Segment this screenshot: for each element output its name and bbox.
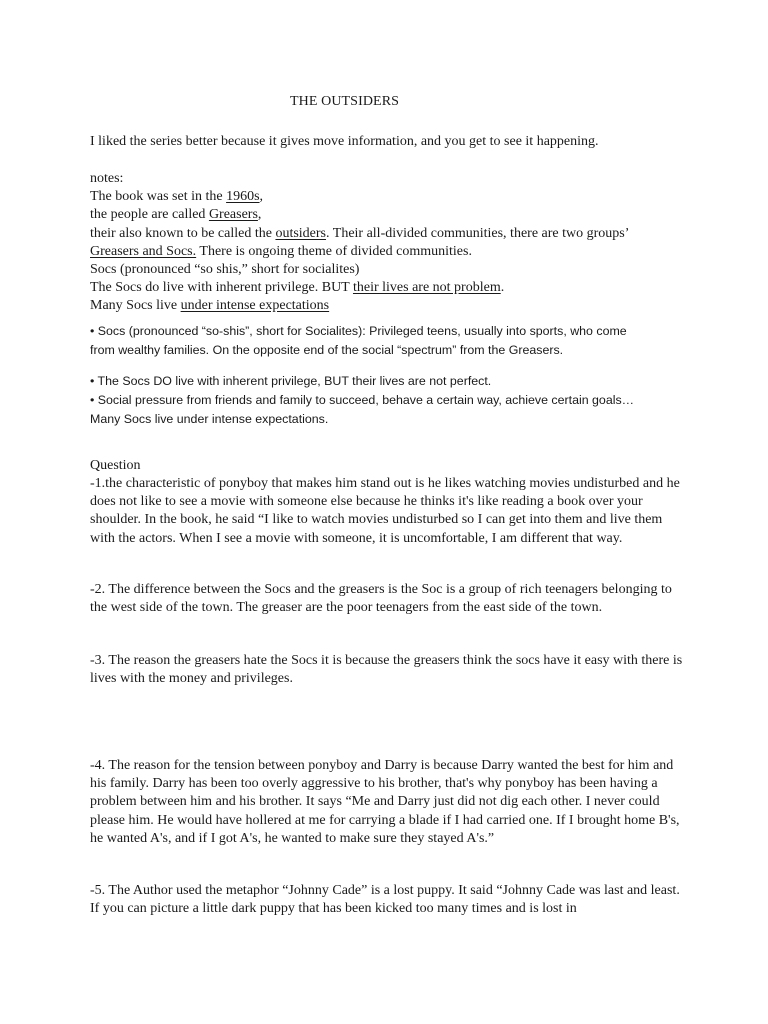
bullet-privilege: • The Socs DO live with inherent privilege, BUT their lives are not perfect. [90, 374, 492, 388]
notes-text: The book was set in the [90, 189, 227, 205]
notes-line-3 [90, 225, 700, 243]
answer-text: -3. The reason the greasers hate the Socs it is because the greasers think the socs have it easy with there is lives with the money and privileges. [90, 653, 683, 687]
answer-text: -1.the characteristic of ponyboy that makes him stand out is he likes watching movies undisturbed and he does not like to see a movie with someone else because he thinks it's like reading a book over your shoulder. In the book, he said “I like to watch movies undisturbed so I can get into them and live them with the actors. When I see a movie with someone, it is uncomfortable, I am different that way. [90, 476, 680, 546]
bullet-block-1 [90, 322, 690, 360]
notes-line-1 [90, 188, 700, 206]
link-greasers[interactable]: Greasers [208, 207, 258, 223]
answer-1 [90, 475, 685, 548]
link-1960s[interactable]: 1960s [226, 189, 260, 205]
notes-section [90, 170, 700, 316]
notes-line-6 [90, 279, 700, 297]
notes-text: Many Socs live [90, 298, 181, 314]
bullet-social-pressure: • Social pressure from friends and family to succeed, behave a certain way, achieve certain goals… [90, 393, 635, 407]
answer-2 [90, 581, 685, 617]
link-outsiders[interactable]: outsiders [275, 225, 327, 241]
notes-text: , [257, 207, 262, 223]
notes-text: . [500, 280, 505, 296]
notes-text: the people are called [90, 207, 209, 223]
notes-text: . Their all-divided communities, there are two groups’ [326, 225, 630, 241]
notes-text: their also known to be called the [90, 225, 276, 241]
bullet-socs-definition-cont: from wealthy families. On the opposite end of the social “spectrum” from the Greasers. [90, 343, 564, 357]
bullet-socs-definition: • Socs (pronounced “so-shis”, short for Socialites): Privileged teens, usually into sports, who come [90, 324, 627, 338]
bullet-block-2 [90, 372, 690, 429]
answer-4 [90, 757, 685, 848]
notes-line-5: Socs (pronounced “so shis,” short for socialites) [90, 262, 360, 278]
notes-text: , [259, 189, 264, 205]
notes-line-4 [90, 243, 700, 261]
link-intense-expectations[interactable]: under intense expectations [180, 298, 330, 314]
question-heading: Question [90, 458, 141, 473]
bullet-expectations: Many Socs live under intense expectations. [90, 412, 329, 426]
link-greasers-and-socs[interactable]: Greasers and Socs. [90, 243, 197, 259]
notes-text: There is ongoing theme of divided communities. [196, 243, 472, 259]
notes-line-2 [90, 206, 700, 224]
intro-paragraph: I liked the series better because it gives move information, and you get to see it happening. [90, 134, 599, 149]
notes-text: The Socs do live with inherent privilege. BUT [90, 280, 353, 296]
notes-line-7 [90, 297, 700, 315]
document-title: THE OUTSIDERS [290, 94, 400, 109]
answer-text: -5. The Author used the metaphor “Johnny Cade” is a lost puppy. It said “Johnny Cade was last and least. If you can picture a little dark puppy that has been kicked too many times and is lost in [90, 883, 680, 917]
answer-text: -2. The difference between the Socs and the greasers is the Soc is a group of rich teenagers belonging to the west side of the town. The greaser are the poor teenagers from the east side of the town. [90, 582, 672, 616]
answer-text: -4. The reason for the tension between ponyboy and Darry is because Darry wanted the best for him and his family. Darry has been too overly aggressive to his brother, that's why ponyboy has been having a problem between him and his brother. It says “Me and Darry just did not dig each other. I never could please him. He would have hollered at me for carrying a blade if I had carried one. If I brought home B's, he wanted A's, and if I got A's, he wanted to make sure they stayed A's.” [90, 758, 680, 846]
answer-3 [90, 652, 685, 688]
notes-heading: notes: [90, 171, 124, 186]
answer-5 [90, 882, 685, 918]
link-lives-not-problem[interactable]: their lives are not problem [352, 280, 501, 296]
